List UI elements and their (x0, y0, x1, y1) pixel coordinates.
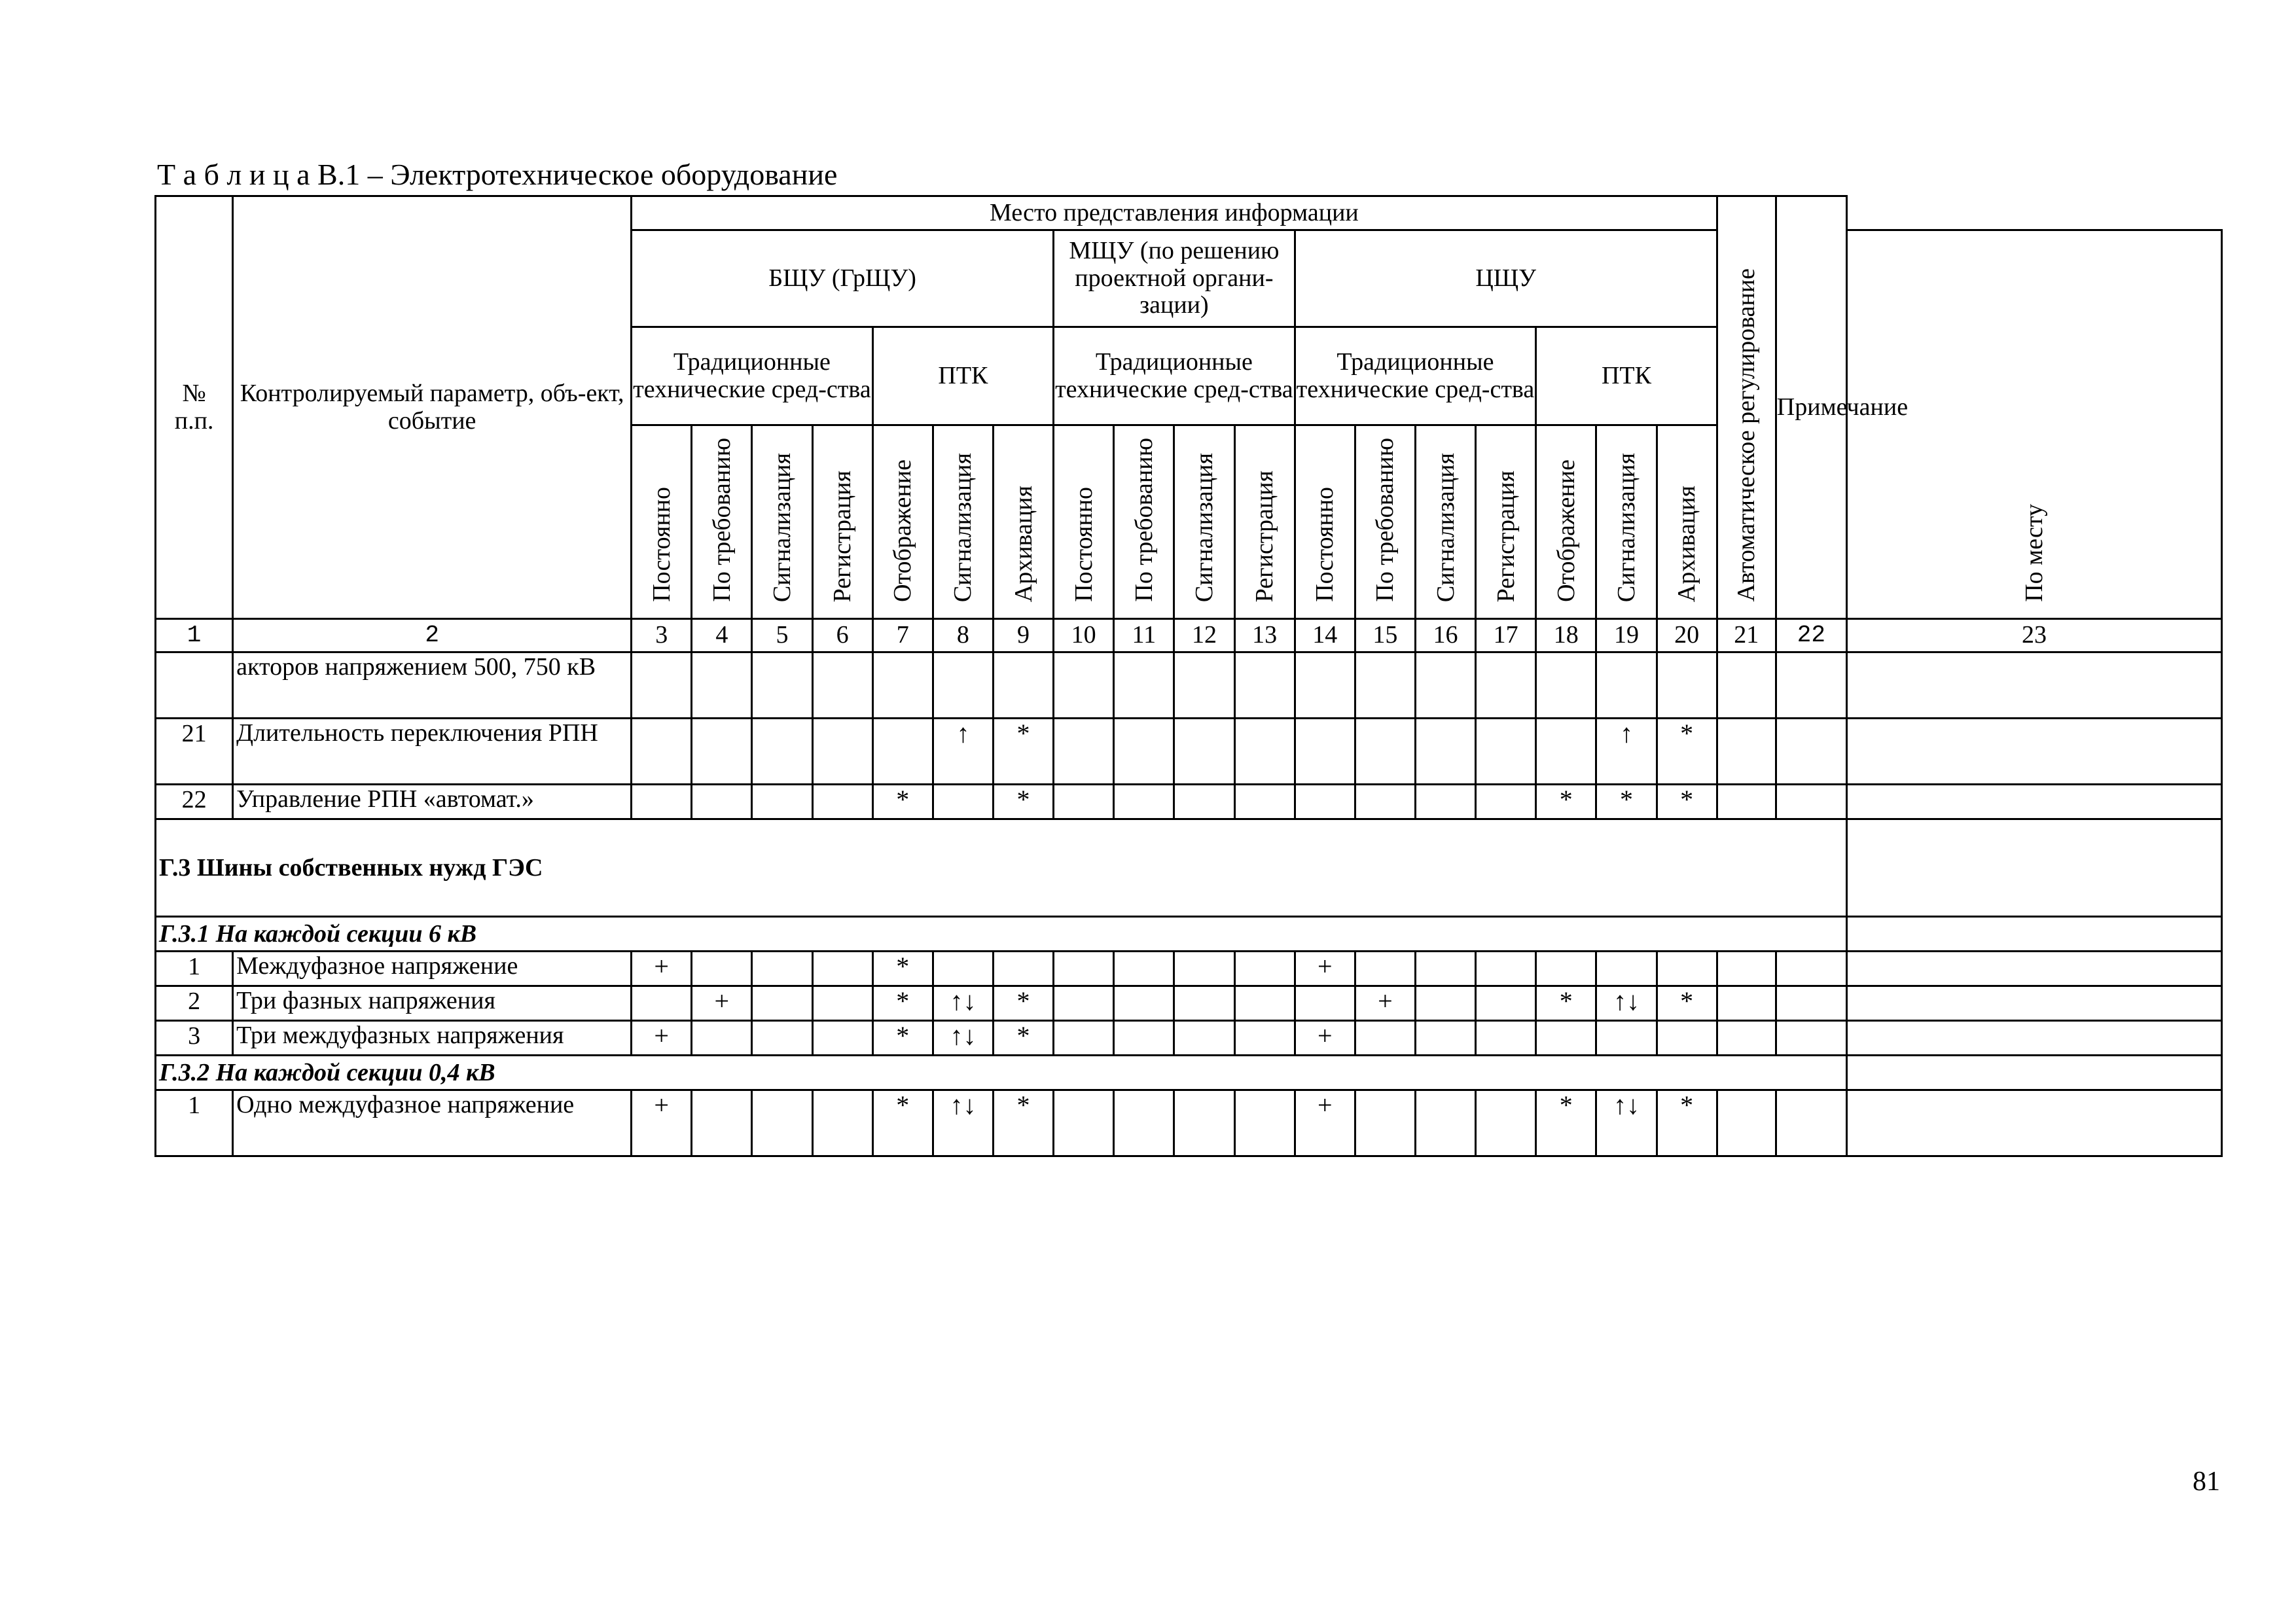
row-note-cell (1846, 1056, 2221, 1090)
header-signaling: Сигнализация (1596, 425, 1657, 619)
row-number: 22 (156, 785, 233, 819)
header-on-demand: По требованию (1114, 425, 1174, 619)
row-mark-cell: + (632, 952, 692, 986)
header-on-site: По месту (1846, 230, 2221, 619)
header-mshu-traditional: Традиционные технические сред-ства (1054, 327, 1295, 425)
row-mark-cell (933, 952, 993, 986)
row-mark-cell (872, 652, 933, 719)
header-registration: Регистрация (1234, 425, 1295, 619)
column-number: 19 (1596, 619, 1657, 652)
row-note-cell (1846, 785, 2221, 819)
row-note-cell (1846, 1090, 2221, 1156)
row-mark-cell: ↑↓ (933, 986, 993, 1021)
row-mark-cell (812, 1021, 872, 1056)
row-mark-cell (692, 719, 752, 785)
row-mark-cell (752, 1090, 812, 1156)
row-mark-cell (632, 719, 692, 785)
column-number: 3 (632, 619, 692, 652)
subsection-heading: Г.3.2 На каждой секции 0,4 кВ (156, 1056, 1847, 1090)
header-signaling: Сигнализация (752, 425, 812, 619)
row-mark-cell (752, 986, 812, 1021)
row-mark-cell (1174, 719, 1234, 785)
row-mark-cell: + (1295, 1090, 1355, 1156)
row-mark-cell (1234, 785, 1295, 819)
table-row (156, 785, 2222, 819)
row-mark-cell (1717, 1090, 1776, 1156)
header-on-demand: По требованию (692, 425, 752, 619)
row-mark-cell: * (1536, 986, 1596, 1021)
row-mark-cell (1776, 986, 1846, 1021)
row-mark-cell: * (993, 1090, 1053, 1156)
row-number: 21 (156, 719, 233, 785)
row-mark-cell: ↑ (933, 719, 993, 785)
row-parameter: Длительность переключения РПН (233, 719, 632, 785)
row-mark-cell (933, 652, 993, 719)
column-number: 10 (1054, 619, 1114, 652)
row-mark-cell (1415, 785, 1475, 819)
row-mark-cell (1717, 719, 1776, 785)
row-mark-cell (752, 719, 812, 785)
table-caption: Т а б л и ц а В.1 – Электротехническое оборудование (157, 158, 838, 191)
row-mark-cell: * (993, 785, 1053, 819)
row-mark-cell (1114, 986, 1174, 1021)
column-number: 20 (1657, 619, 1717, 652)
header-param: Контролируемый параметр, объ-ект, событие (233, 196, 632, 619)
row-mark-cell (752, 785, 812, 819)
row-number (156, 652, 233, 719)
row-mark-cell (872, 719, 933, 785)
header-registration: Регистрация (1476, 425, 1536, 619)
row-mark-cell: + (1295, 1021, 1355, 1056)
header-signaling: Сигнализация (1415, 425, 1475, 619)
row-mark-cell (1174, 652, 1234, 719)
row-parameter: Междуфазное напряжение (233, 952, 632, 986)
row-mark-cell: * (1657, 1090, 1717, 1156)
section-heading: Г.3 Шины собственных нужд ГЭС (156, 819, 1847, 917)
row-mark-cell (1415, 952, 1475, 986)
row-mark-cell (1717, 952, 1776, 986)
row-mark-cell (1776, 719, 1846, 785)
column-number: 2 (233, 619, 632, 652)
row-number: 1 (156, 1090, 233, 1156)
header-no: № п.п. (156, 196, 233, 619)
row-mark-cell (1355, 719, 1415, 785)
row-mark-cell (1295, 719, 1355, 785)
row-mark-cell (1657, 1021, 1717, 1056)
row-mark-cell (1234, 719, 1295, 785)
row-mark-cell (1476, 1021, 1536, 1056)
row-mark-cell (933, 785, 993, 819)
row-mark-cell (1054, 986, 1114, 1021)
row-mark-cell: + (692, 986, 752, 1021)
row-mark-cell: * (1657, 719, 1717, 785)
row-mark-cell (1355, 1090, 1415, 1156)
row-parameter: Управление РПН «автомат.» (233, 785, 632, 819)
row-note-cell (1846, 819, 2221, 917)
subsection-heading: Г.3.1 На каждой секции 6 кВ (156, 917, 1847, 952)
row-mark-cell (752, 952, 812, 986)
row-note-cell (1846, 1021, 2221, 1056)
row-mark-cell (1536, 719, 1596, 785)
row-mark-cell: * (993, 986, 1053, 1021)
row-mark-cell: + (1295, 952, 1355, 986)
table-row (156, 952, 2222, 986)
row-mark-cell (812, 719, 872, 785)
subsection-heading-row (156, 1056, 2222, 1090)
row-mark-cell (1415, 1090, 1475, 1156)
row-mark-cell: ↑ (1596, 719, 1657, 785)
row-mark-cell (812, 785, 872, 819)
section-heading-row (156, 819, 2222, 917)
row-mark-cell (812, 1090, 872, 1156)
row-parameter: Три междуфазных напряжения (233, 1021, 632, 1056)
row-parameter: Одно междуфазное напряжение (233, 1090, 632, 1156)
row-mark-cell: ↑↓ (1596, 986, 1657, 1021)
row-mark-cell (1776, 652, 1846, 719)
row-number: 3 (156, 1021, 233, 1056)
row-mark-cell (993, 952, 1053, 986)
column-number: 14 (1295, 619, 1355, 652)
row-mark-cell (1776, 952, 1846, 986)
row-note-cell (1846, 917, 2221, 952)
row-note-cell (1846, 719, 2221, 785)
row-mark-cell (692, 652, 752, 719)
row-mark-cell (1536, 1021, 1596, 1056)
row-mark-cell (1114, 785, 1174, 819)
row-mark-cell (812, 652, 872, 719)
row-mark-cell (1415, 986, 1475, 1021)
column-number: 15 (1355, 619, 1415, 652)
row-mark-cell (1476, 952, 1536, 986)
column-number: 21 (1717, 619, 1776, 652)
row-mark-cell (752, 652, 812, 719)
page-number: 81 (2193, 1467, 2220, 1497)
subsection-heading-row (156, 917, 2222, 952)
row-mark-cell (1174, 785, 1234, 819)
column-number: 8 (933, 619, 993, 652)
header-note: Примечание (1776, 196, 1846, 619)
header-on-demand: По требованию (1355, 425, 1415, 619)
row-mark-cell (1596, 652, 1657, 719)
row-mark-cell: + (632, 1090, 692, 1156)
row-mark-cell (812, 986, 872, 1021)
row-mark-cell: * (1596, 785, 1657, 819)
column-number: 7 (872, 619, 933, 652)
row-mark-cell: * (872, 1090, 933, 1156)
row-mark-cell (1776, 1021, 1846, 1056)
row-mark-cell: * (993, 1021, 1053, 1056)
row-mark-cell (1174, 952, 1234, 986)
row-mark-cell (993, 652, 1053, 719)
row-mark-cell (1717, 785, 1776, 819)
row-mark-cell: * (1536, 785, 1596, 819)
header-auto-reg: Автоматическое регулирование (1717, 196, 1776, 619)
row-mark-cell (632, 986, 692, 1021)
row-mark-cell (1054, 1021, 1114, 1056)
row-mark-cell (1717, 652, 1776, 719)
header-cshu-traditional: Традиционные технические сред-ства (1295, 327, 1536, 425)
table-row (156, 652, 2222, 719)
row-mark-cell (1657, 652, 1717, 719)
column-number: 23 (1846, 619, 2221, 652)
row-mark-cell (1776, 785, 1846, 819)
row-mark-cell (1295, 785, 1355, 819)
row-number: 1 (156, 952, 233, 986)
row-mark-cell: ↑↓ (933, 1090, 993, 1156)
row-mark-cell (1234, 1090, 1295, 1156)
row-mark-cell: * (993, 719, 1053, 785)
equipment-table (154, 195, 2223, 1157)
header-bshu-ptk: ПТК (872, 327, 1053, 425)
column-number-row (156, 619, 2222, 652)
row-mark-cell (1234, 952, 1295, 986)
row-note-cell (1846, 986, 2221, 1021)
row-mark-cell (1234, 1021, 1295, 1056)
row-mark-cell (1717, 1021, 1776, 1056)
table-row (156, 1021, 2222, 1056)
row-mark-cell (1476, 652, 1536, 719)
column-number: 4 (692, 619, 752, 652)
row-parameter: Три фазных напряжения (233, 986, 632, 1021)
row-number: 2 (156, 986, 233, 1021)
row-mark-cell (1355, 952, 1415, 986)
row-mark-cell: + (1355, 986, 1415, 1021)
header-display: Отображение (1536, 425, 1596, 619)
row-mark-cell (1355, 1021, 1415, 1056)
row-mark-cell: + (632, 1021, 692, 1056)
header-place: Место представления информации (632, 196, 1717, 230)
row-mark-cell (1415, 1021, 1475, 1056)
row-mark-cell (1054, 952, 1114, 986)
header-constant: Постоянно (632, 425, 692, 619)
row-mark-cell (812, 952, 872, 986)
column-number: 18 (1536, 619, 1596, 652)
row-mark-cell (1476, 785, 1536, 819)
row-mark-cell (632, 785, 692, 819)
row-parameter: акторов напряжением 500, 750 кВ (233, 652, 632, 719)
row-mark-cell (1476, 1090, 1536, 1156)
row-mark-cell (1174, 1021, 1234, 1056)
row-note-cell (1846, 952, 2221, 986)
column-number: 1 (156, 619, 233, 652)
header-bshu-traditional: Традиционные технические сред-ства (632, 327, 873, 425)
row-mark-cell (1295, 986, 1355, 1021)
header-bshu: БЩУ (ГрЩУ) (632, 230, 1054, 327)
row-mark-cell (1415, 652, 1475, 719)
row-mark-cell: * (872, 785, 933, 819)
row-mark-cell (1476, 986, 1536, 1021)
row-mark-cell: * (1536, 1090, 1596, 1156)
column-number: 6 (812, 619, 872, 652)
table-row (156, 719, 2222, 785)
row-mark-cell (1355, 652, 1415, 719)
row-mark-cell (1174, 1090, 1234, 1156)
header-registration: Регистрация (812, 425, 872, 619)
row-mark-cell: * (872, 1021, 933, 1056)
header-constant: Постоянно (1295, 425, 1355, 619)
column-number: 17 (1476, 619, 1536, 652)
row-mark-cell (692, 952, 752, 986)
header-archiving: Архивация (993, 425, 1053, 619)
row-mark-cell (1114, 1021, 1174, 1056)
row-mark-cell (1234, 652, 1295, 719)
row-mark-cell (692, 1090, 752, 1156)
row-mark-cell (752, 1021, 812, 1056)
row-mark-cell (1234, 986, 1295, 1021)
column-number: 22 (1776, 619, 1846, 652)
header-cshu-ptk: ПТК (1536, 327, 1717, 425)
row-mark-cell: ↑↓ (1596, 1090, 1657, 1156)
header-mshu: МЩУ (по решению проектной органи-зации) (1054, 230, 1295, 327)
row-mark-cell (1174, 986, 1234, 1021)
row-mark-cell (1596, 952, 1657, 986)
column-number: 12 (1174, 619, 1234, 652)
column-number: 16 (1415, 619, 1475, 652)
row-mark-cell (1295, 652, 1355, 719)
table-row (156, 986, 2222, 1021)
header-constant: Постоянно (1054, 425, 1114, 619)
row-mark-cell (1476, 719, 1536, 785)
row-mark-cell (1054, 785, 1114, 819)
row-mark-cell (1536, 652, 1596, 719)
column-number: 5 (752, 619, 812, 652)
row-mark-cell (1114, 719, 1174, 785)
row-mark-cell (1355, 785, 1415, 819)
header-cshu: ЦЩУ (1295, 230, 1717, 327)
row-mark-cell (1596, 1021, 1657, 1056)
row-mark-cell (1536, 952, 1596, 986)
row-mark-cell (1054, 719, 1114, 785)
row-note-cell (1846, 652, 2221, 719)
row-mark-cell: * (1657, 986, 1717, 1021)
header-signaling: Сигнализация (933, 425, 993, 619)
column-number: 9 (993, 619, 1053, 652)
row-mark-cell (1054, 1090, 1114, 1156)
row-mark-cell (1415, 719, 1475, 785)
header-signaling: Сигнализация (1174, 425, 1234, 619)
row-mark-cell (1717, 986, 1776, 1021)
row-mark-cell (1114, 652, 1174, 719)
row-mark-cell (1114, 952, 1174, 986)
row-mark-cell (1114, 1090, 1174, 1156)
row-mark-cell (692, 785, 752, 819)
row-mark-cell (1054, 652, 1114, 719)
row-mark-cell (1657, 952, 1717, 986)
column-number: 13 (1234, 619, 1295, 652)
header-display: Отображение (872, 425, 933, 619)
column-number: 11 (1114, 619, 1174, 652)
table-row (156, 1090, 2222, 1156)
row-mark-cell (632, 652, 692, 719)
row-mark-cell: * (872, 986, 933, 1021)
row-mark-cell (1776, 1090, 1846, 1156)
header-archiving: Архивация (1657, 425, 1717, 619)
row-mark-cell: * (1657, 785, 1717, 819)
row-mark-cell (692, 1021, 752, 1056)
row-mark-cell: ↑↓ (933, 1021, 993, 1056)
row-mark-cell: * (872, 952, 933, 986)
